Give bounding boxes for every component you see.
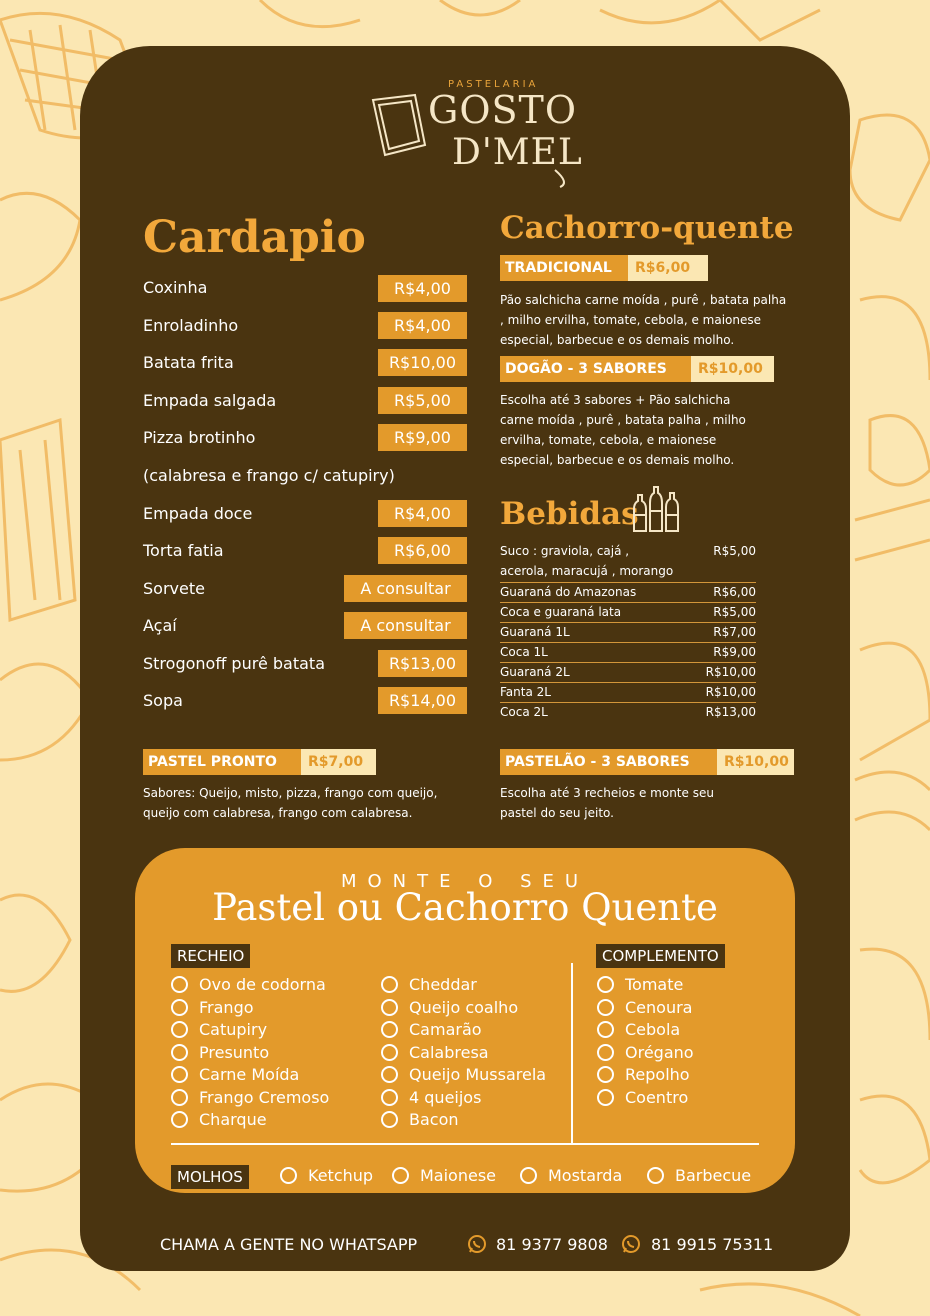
menu-item-name: Pizza brotinho bbox=[143, 428, 256, 447]
checkbox-circle-icon[interactable] bbox=[392, 1167, 409, 1184]
tradicional-description: Pão salchicha carne moída , purê , batata palha , milho ervilha, tomate, cebola, e maionese especial, barbecue e os demais molho. bbox=[500, 293, 787, 347]
menu-item-price: R$14,00 bbox=[378, 687, 467, 714]
cachorro-title: Cachorro-quente bbox=[500, 210, 794, 246]
dogao-description: Escolha até 3 sabores + Pão salchicha carne moída , purê , batata palha , milho ervilha, tomate, cebola, e maionese especial, barbecue e os demais molho. bbox=[500, 393, 746, 467]
menu-item-name: Batata frita bbox=[143, 353, 234, 372]
suco-row: Suco : graviola, cajá , acerola, maracujá , morango R$5,00 bbox=[500, 543, 756, 583]
checkbox-circle-icon[interactable] bbox=[381, 1044, 398, 1061]
pastel-pronto-price: R$7,00 bbox=[301, 749, 376, 775]
checkbox-circle-icon[interactable] bbox=[171, 976, 188, 993]
checkbox-circle-icon[interactable] bbox=[381, 1111, 398, 1128]
menu-item-name: Enroladinho bbox=[143, 316, 239, 335]
whatsapp-icon[interactable] bbox=[467, 1234, 487, 1254]
checkbox-circle-icon[interactable] bbox=[171, 1044, 188, 1061]
menu-item-name: Sopa bbox=[143, 691, 183, 710]
menu-item-price: A consultar bbox=[344, 575, 467, 602]
section-divider bbox=[171, 1143, 759, 1145]
checkbox-circle-icon[interactable] bbox=[597, 976, 614, 993]
pastelao-description: Escolha até 3 recheios e monte seu pastel do seu jeito. bbox=[500, 786, 714, 820]
phone-number-1[interactable]: 81 9377 9808 bbox=[496, 1235, 608, 1254]
menu-item-name: Sorvete bbox=[143, 579, 205, 598]
whatsapp-icon[interactable] bbox=[621, 1234, 641, 1254]
menu-item-price: R$5,00 bbox=[378, 387, 467, 414]
tradicional-price: R$6,00 bbox=[628, 255, 708, 281]
checkbox-circle-icon[interactable] bbox=[280, 1167, 297, 1184]
brand-name-line1: GOSTO bbox=[428, 88, 578, 132]
menu-item-name: Coxinha bbox=[143, 278, 208, 297]
checkbox-circle-icon[interactable] bbox=[597, 1044, 614, 1061]
menu-item-name: Torta fatia bbox=[143, 541, 224, 560]
menu-item-price: R$10,00 bbox=[378, 349, 467, 376]
menu-item-price: A consultar bbox=[344, 612, 467, 639]
recheio-label: RECHEIO bbox=[171, 944, 250, 968]
checkbox-circle-icon[interactable] bbox=[597, 1089, 614, 1106]
checkbox-circle-icon[interactable] bbox=[647, 1167, 664, 1184]
footer-whatsapp-text: CHAMA A GENTE NO WHATSAPP bbox=[160, 1235, 418, 1254]
bottles-icon bbox=[630, 485, 685, 533]
checkbox-circle-icon[interactable] bbox=[520, 1167, 537, 1184]
phone-number-2[interactable]: 81 9915 75311 bbox=[651, 1235, 774, 1254]
menu-item-price: R$4,00 bbox=[378, 500, 467, 527]
checkbox-circle-icon[interactable] bbox=[381, 999, 398, 1016]
checkbox-circle-icon[interactable] bbox=[381, 976, 398, 993]
menu-item-name: Empada doce bbox=[143, 504, 253, 523]
checkbox-circle-icon[interactable] bbox=[171, 1021, 188, 1038]
checkbox-circle-icon[interactable] bbox=[171, 1089, 188, 1106]
cardapio-title: Cardapio bbox=[143, 212, 366, 263]
menu-item-name: Strogonoff purê batata bbox=[143, 654, 325, 673]
drink-row: Coca e guaraná lata R$5,00 bbox=[500, 603, 756, 623]
drink-row: Guaraná 1L R$7,00 bbox=[500, 623, 756, 643]
brand-name-line2: D'MEL bbox=[452, 132, 583, 173]
menu-item-price: R$6,00 bbox=[378, 537, 467, 564]
bebidas-title: Bebidas bbox=[500, 496, 639, 532]
checkbox-circle-icon[interactable] bbox=[171, 1111, 188, 1128]
menu-item-price: R$4,00 bbox=[378, 275, 467, 302]
checkbox-circle-icon[interactable] bbox=[381, 1089, 398, 1106]
column-divider bbox=[571, 963, 573, 1143]
drink-row: Guaraná do Amazonas R$6,00 bbox=[500, 583, 756, 603]
tradicional-label: TRADICIONAL bbox=[500, 255, 628, 281]
molhos-label: MOLHOS bbox=[171, 1165, 249, 1189]
drink-row: Coca 2L R$13,00 bbox=[500, 705, 756, 719]
checkbox-circle-icon[interactable] bbox=[597, 1066, 614, 1083]
checkbox-circle-icon[interactable] bbox=[171, 999, 188, 1016]
checkbox-circle-icon[interactable] bbox=[381, 1066, 398, 1083]
menu-item-price: R$13,00 bbox=[378, 650, 467, 677]
monte-kicker: MONTE O SEU bbox=[340, 871, 590, 892]
menu-item-price: R$9,00 bbox=[378, 424, 467, 451]
brand-small-text: PASTELARIA bbox=[448, 79, 539, 90]
dogao-price: R$10,00 bbox=[691, 356, 774, 382]
complemento-label: COMPLEMENTO bbox=[596, 944, 725, 968]
pastel-pronto-label: PASTEL PRONTO bbox=[143, 749, 301, 775]
checkbox-circle-icon[interactable] bbox=[171, 1066, 188, 1083]
pastelao-label: PASTELÃO - 3 SABORES bbox=[500, 749, 717, 775]
drink-row: Guaraná 2L R$10,00 bbox=[500, 663, 756, 683]
menu-item-name: Empada salgada bbox=[143, 391, 277, 410]
checkbox-circle-icon[interactable] bbox=[597, 999, 614, 1016]
dogao-label: DOGÃO - 3 SABORES bbox=[500, 356, 691, 382]
monte-title: Pastel ou Cachorro Quente bbox=[212, 886, 718, 929]
checkbox-circle-icon[interactable] bbox=[381, 1021, 398, 1038]
pastelao-price: R$10,00 bbox=[717, 749, 794, 775]
checkbox-circle-icon[interactable] bbox=[597, 1021, 614, 1038]
drink-row: Fanta 2L R$10,00 bbox=[500, 683, 756, 703]
menu-item-note: (calabresa e frango c/ catupiry) bbox=[143, 466, 395, 485]
menu-item-name: Açaí bbox=[143, 616, 177, 635]
drink-row: Coca 1L R$9,00 bbox=[500, 643, 756, 663]
menu-item-price: R$4,00 bbox=[378, 312, 467, 339]
pastel-pronto-description: Sabores: Queijo, misto, pizza, frango com queijo, queijo com calabresa, frango com calabresa. bbox=[143, 786, 438, 820]
